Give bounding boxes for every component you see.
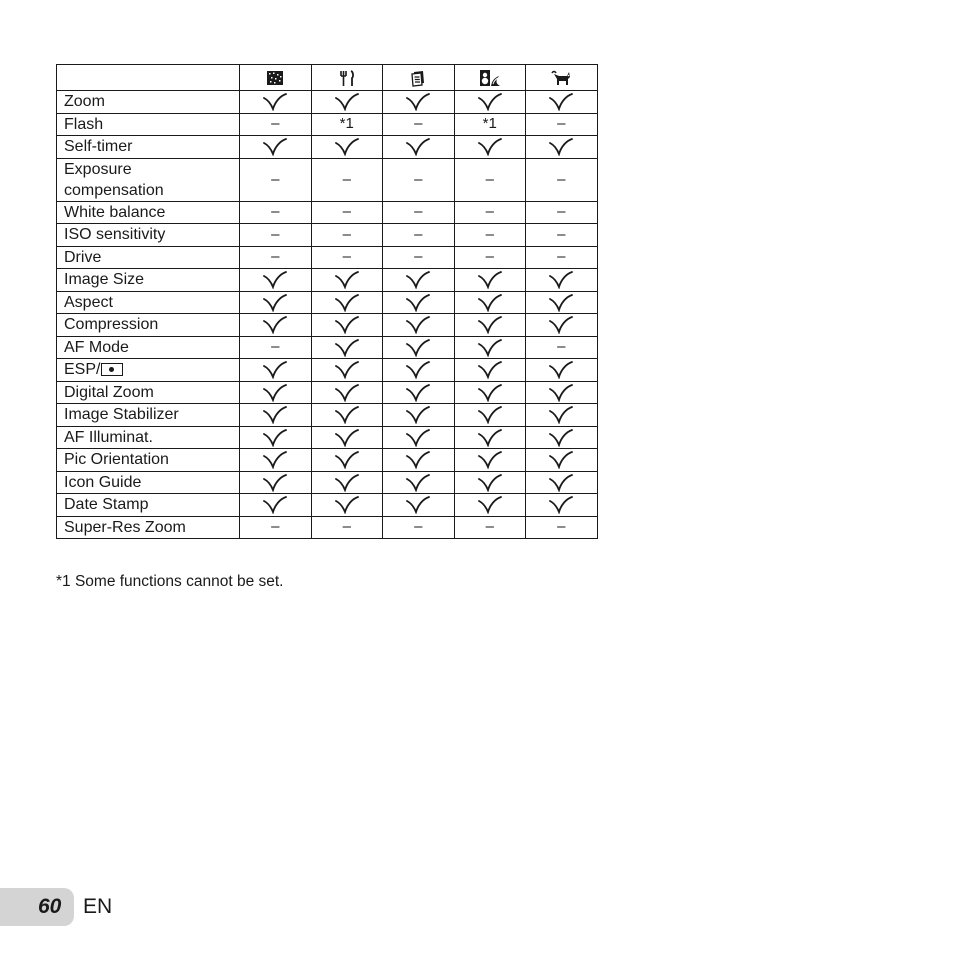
row-label xyxy=(57,449,240,472)
not-available-dash: – xyxy=(557,115,566,133)
checkmark-icon xyxy=(334,270,360,289)
checkmark-icon xyxy=(334,450,360,469)
row-label-text: Pic Orientation xyxy=(64,451,169,469)
checkmark-icon xyxy=(477,338,503,357)
table-cell xyxy=(240,471,312,494)
row-label-text: Super-Res Zoom xyxy=(64,518,186,536)
table-cell xyxy=(454,516,526,539)
table-cell xyxy=(383,136,455,159)
scene-settings-table xyxy=(56,64,598,539)
checkmark-icon xyxy=(548,315,574,334)
table-cell xyxy=(383,516,455,539)
table-row xyxy=(57,314,598,337)
column-header xyxy=(526,65,598,91)
table-cell xyxy=(526,404,598,427)
table-cell xyxy=(383,158,455,201)
row-label-text: Image Stabilizer xyxy=(64,406,179,424)
checkmark-icon xyxy=(405,92,431,111)
table-cell xyxy=(526,449,598,472)
checkmark-icon xyxy=(405,495,431,514)
row-label-text: Icon Guide xyxy=(64,473,142,491)
table-cell xyxy=(240,404,312,427)
table-cell xyxy=(240,359,312,382)
table-cell xyxy=(383,471,455,494)
table-cell xyxy=(454,91,526,114)
table-cell xyxy=(454,359,526,382)
table-cell xyxy=(454,471,526,494)
table-cell xyxy=(240,291,312,314)
checkmark-icon xyxy=(477,315,503,334)
not-available-dash: – xyxy=(485,225,494,243)
checkmark-icon xyxy=(262,428,288,447)
table-cell xyxy=(383,224,455,247)
table-cell xyxy=(311,136,383,159)
not-available-dash: – xyxy=(557,225,566,243)
table-cell xyxy=(454,494,526,517)
table-cell xyxy=(526,494,598,517)
row-label xyxy=(57,494,240,517)
row-label xyxy=(57,158,240,201)
checkmark-icon xyxy=(477,495,503,514)
row-label-text: Self-timer xyxy=(64,138,133,156)
table-row xyxy=(57,471,598,494)
table-row xyxy=(57,269,598,292)
checkmark-icon xyxy=(548,360,574,379)
table-row xyxy=(57,516,598,539)
checkmark-icon xyxy=(548,137,574,156)
table-cell xyxy=(454,158,526,201)
documents-scene-icon xyxy=(407,69,429,87)
table-cell xyxy=(311,224,383,247)
checkmark-icon xyxy=(548,495,574,514)
checkmark-icon xyxy=(477,360,503,379)
table-cell xyxy=(454,404,526,427)
table-row xyxy=(57,359,598,382)
checkmark-icon xyxy=(334,293,360,312)
not-available-dash: – xyxy=(485,170,494,188)
row-label xyxy=(57,113,240,136)
table-cell xyxy=(311,91,383,114)
table-cell xyxy=(454,314,526,337)
snow-beach-scene-icon xyxy=(479,69,501,87)
table-cell xyxy=(240,381,312,404)
checkmark-icon xyxy=(334,428,360,447)
table-row xyxy=(57,336,598,359)
table-cell xyxy=(454,426,526,449)
row-label-text: ESP/ xyxy=(64,361,101,379)
column-header xyxy=(311,65,383,91)
row-label-text: AF Mode xyxy=(64,338,129,356)
table-row xyxy=(57,426,598,449)
pet-scene-icon xyxy=(550,69,572,87)
checkmark-icon xyxy=(262,137,288,156)
checkmark-icon xyxy=(477,473,503,492)
checkmark-icon xyxy=(262,270,288,289)
table-cell xyxy=(454,269,526,292)
row-label-text: Date Stamp xyxy=(64,496,149,514)
not-available-dash: – xyxy=(557,203,566,221)
column-header xyxy=(454,65,526,91)
checkmark-icon xyxy=(334,495,360,514)
table-cell xyxy=(240,246,312,269)
checkmark-icon xyxy=(262,473,288,492)
table-cell xyxy=(240,136,312,159)
table-row xyxy=(57,91,598,114)
table-cell xyxy=(383,336,455,359)
table-cell xyxy=(454,336,526,359)
table-cell xyxy=(240,494,312,517)
table-cell xyxy=(383,269,455,292)
checkmark-icon xyxy=(477,405,503,424)
table-cell xyxy=(311,158,383,201)
row-label xyxy=(57,91,240,114)
table-cell xyxy=(240,516,312,539)
table-cell xyxy=(383,449,455,472)
checkmark-icon xyxy=(405,270,431,289)
row-label-text: Compression xyxy=(64,316,159,334)
footnote: *1 Some functions cannot be set. xyxy=(56,573,284,590)
row-label xyxy=(57,426,240,449)
checkmark-icon xyxy=(262,360,288,379)
table-cell xyxy=(526,246,598,269)
not-available-dash: – xyxy=(342,518,351,536)
note-reference: *1 xyxy=(482,115,497,133)
checkmark-icon xyxy=(334,383,360,402)
not-available-dash: – xyxy=(271,518,280,536)
table-cell xyxy=(311,516,383,539)
checkmark-icon xyxy=(477,450,503,469)
checkmark-icon xyxy=(405,315,431,334)
table-cell xyxy=(526,291,598,314)
page-number-tab xyxy=(0,888,74,926)
table-cell xyxy=(383,113,455,136)
not-available-dash: – xyxy=(414,170,423,188)
table-cell xyxy=(454,201,526,224)
not-available-dash: – xyxy=(485,203,494,221)
table-cell xyxy=(383,91,455,114)
checkmark-icon xyxy=(405,383,431,402)
note-reference: *1 xyxy=(339,115,354,133)
checkmark-icon xyxy=(477,137,503,156)
table-cell xyxy=(526,471,598,494)
table-row xyxy=(57,113,598,136)
not-available-dash: – xyxy=(342,248,351,266)
checkmark-icon xyxy=(548,92,574,111)
checkmark-icon xyxy=(405,405,431,424)
not-available-dash: – xyxy=(557,338,566,356)
table-cell xyxy=(526,336,598,359)
table-cell xyxy=(454,449,526,472)
checkmark-icon xyxy=(405,293,431,312)
table-cell xyxy=(383,494,455,517)
row-label-text: Drive xyxy=(64,248,102,266)
checkmark-icon xyxy=(548,270,574,289)
table-cell xyxy=(240,269,312,292)
row-label xyxy=(57,404,240,427)
table-cell xyxy=(526,158,598,201)
checkmark-icon xyxy=(262,405,288,424)
not-available-dash: – xyxy=(271,338,280,356)
table-cell xyxy=(240,449,312,472)
not-available-dash: – xyxy=(414,518,423,536)
checkmark-icon xyxy=(477,270,503,289)
table-cell xyxy=(526,224,598,247)
header-blank-cell xyxy=(57,65,240,91)
spot-metering-icon xyxy=(101,363,123,376)
row-label xyxy=(57,246,240,269)
row-label-text: Zoom xyxy=(64,93,105,111)
checkmark-icon xyxy=(548,428,574,447)
row-label-text: compensation xyxy=(64,181,164,199)
not-available-dash: – xyxy=(414,225,423,243)
not-available-dash: – xyxy=(342,203,351,221)
table-cell xyxy=(454,291,526,314)
checkmark-icon xyxy=(334,405,360,424)
table-cell xyxy=(311,336,383,359)
page-number: 60 xyxy=(38,895,62,918)
table-cell xyxy=(383,291,455,314)
not-available-dash: – xyxy=(557,248,566,266)
row-label xyxy=(57,359,240,382)
language-label: EN xyxy=(83,895,113,918)
table-cell xyxy=(311,359,383,382)
row-label xyxy=(57,471,240,494)
table-row xyxy=(57,291,598,314)
table-cell xyxy=(240,113,312,136)
row-label-text: Flash xyxy=(64,115,104,133)
checkmark-icon xyxy=(548,450,574,469)
not-available-dash: – xyxy=(557,170,566,188)
table-cell xyxy=(240,426,312,449)
row-label xyxy=(57,201,240,224)
not-available-dash: – xyxy=(342,170,351,188)
row-label xyxy=(57,336,240,359)
checkmark-icon xyxy=(262,495,288,514)
table-cell xyxy=(383,314,455,337)
table-cell xyxy=(311,291,383,314)
row-label xyxy=(57,269,240,292)
checkmark-icon xyxy=(262,383,288,402)
table-cell xyxy=(311,314,383,337)
table-cell xyxy=(526,91,598,114)
row-label-text: Digital Zoom xyxy=(64,383,154,401)
row-label-text: Image Size xyxy=(64,271,145,289)
not-available-dash: – xyxy=(485,518,494,536)
table-cell xyxy=(240,224,312,247)
table-cell xyxy=(526,381,598,404)
row-label-text: AF Illuminat. xyxy=(64,428,153,446)
table-cell xyxy=(311,269,383,292)
table-row xyxy=(57,404,598,427)
checkmark-icon xyxy=(548,293,574,312)
table-cell xyxy=(383,404,455,427)
table-cell xyxy=(526,136,598,159)
table-cell xyxy=(383,246,455,269)
table-cell xyxy=(240,314,312,337)
table-row xyxy=(57,449,598,472)
checkmark-icon xyxy=(334,360,360,379)
checkmark-icon xyxy=(405,450,431,469)
not-available-dash: – xyxy=(271,115,280,133)
checkmark-icon xyxy=(405,473,431,492)
table-row xyxy=(57,224,598,247)
table-cell xyxy=(311,246,383,269)
row-label-text: ISO sensitivity xyxy=(64,226,166,244)
row-label xyxy=(57,224,240,247)
table-row xyxy=(57,201,598,224)
table-cell xyxy=(454,381,526,404)
row-label xyxy=(57,136,240,159)
not-available-dash: – xyxy=(271,248,280,266)
checkmark-icon xyxy=(477,293,503,312)
table-cell xyxy=(240,201,312,224)
checkmark-icon xyxy=(262,293,288,312)
table-cell xyxy=(311,113,383,136)
checkmark-icon xyxy=(334,338,360,357)
table-cell xyxy=(454,224,526,247)
row-label xyxy=(57,291,240,314)
table-row xyxy=(57,136,598,159)
checkmark-icon xyxy=(548,383,574,402)
table-cell xyxy=(454,246,526,269)
row-label-text: White balance xyxy=(64,203,166,221)
checkmark-icon xyxy=(477,92,503,111)
table-cell xyxy=(240,336,312,359)
table-cell xyxy=(311,494,383,517)
table-cell xyxy=(526,359,598,382)
table-row xyxy=(57,246,598,269)
table-row xyxy=(57,158,598,201)
not-available-dash: – xyxy=(414,248,423,266)
checkmark-icon xyxy=(405,338,431,357)
checkmark-icon xyxy=(262,450,288,469)
not-available-dash: – xyxy=(485,248,494,266)
table-cell xyxy=(240,91,312,114)
table-cell xyxy=(240,158,312,201)
checkmark-icon xyxy=(334,137,360,156)
not-available-dash: – xyxy=(414,115,423,133)
table-cell xyxy=(311,426,383,449)
cuisine-scene-icon xyxy=(336,69,358,87)
not-available-dash: – xyxy=(414,203,423,221)
row-label xyxy=(57,516,240,539)
checkmark-icon xyxy=(334,92,360,111)
checkmark-icon xyxy=(405,428,431,447)
checkmark-icon xyxy=(477,428,503,447)
not-available-dash: – xyxy=(557,518,566,536)
row-label-text: Aspect xyxy=(64,293,113,311)
table-cell xyxy=(311,471,383,494)
table-cell xyxy=(311,404,383,427)
table-row xyxy=(57,494,598,517)
fireworks-scene-icon xyxy=(264,69,286,87)
row-label xyxy=(57,381,240,404)
row-label xyxy=(57,314,240,337)
table-cell xyxy=(526,201,598,224)
checkmark-icon xyxy=(262,92,288,111)
table-cell xyxy=(311,381,383,404)
not-available-dash: – xyxy=(271,170,280,188)
table-cell xyxy=(311,201,383,224)
header-row xyxy=(57,65,598,91)
not-available-dash: – xyxy=(271,203,280,221)
table-cell xyxy=(526,426,598,449)
checkmark-icon xyxy=(405,137,431,156)
checkmark-icon xyxy=(334,473,360,492)
table-row xyxy=(57,381,598,404)
checkmark-icon xyxy=(405,360,431,379)
checkmark-icon xyxy=(477,383,503,402)
table-cell xyxy=(526,269,598,292)
checkmark-icon xyxy=(262,315,288,334)
table-cell xyxy=(383,426,455,449)
table-cell xyxy=(383,359,455,382)
checkmark-icon xyxy=(548,405,574,424)
not-available-dash: – xyxy=(271,225,280,243)
row-label-text: Exposure xyxy=(64,160,132,178)
table-cell xyxy=(526,113,598,136)
table-cell xyxy=(454,113,526,136)
table-cell xyxy=(526,516,598,539)
table-cell xyxy=(383,381,455,404)
table-cell xyxy=(526,314,598,337)
table-cell xyxy=(311,449,383,472)
not-available-dash: – xyxy=(342,225,351,243)
table-cell xyxy=(454,136,526,159)
checkmark-icon xyxy=(548,473,574,492)
checkmark-icon xyxy=(334,315,360,334)
table-cell xyxy=(383,201,455,224)
column-header xyxy=(383,65,455,91)
column-header xyxy=(240,65,312,91)
